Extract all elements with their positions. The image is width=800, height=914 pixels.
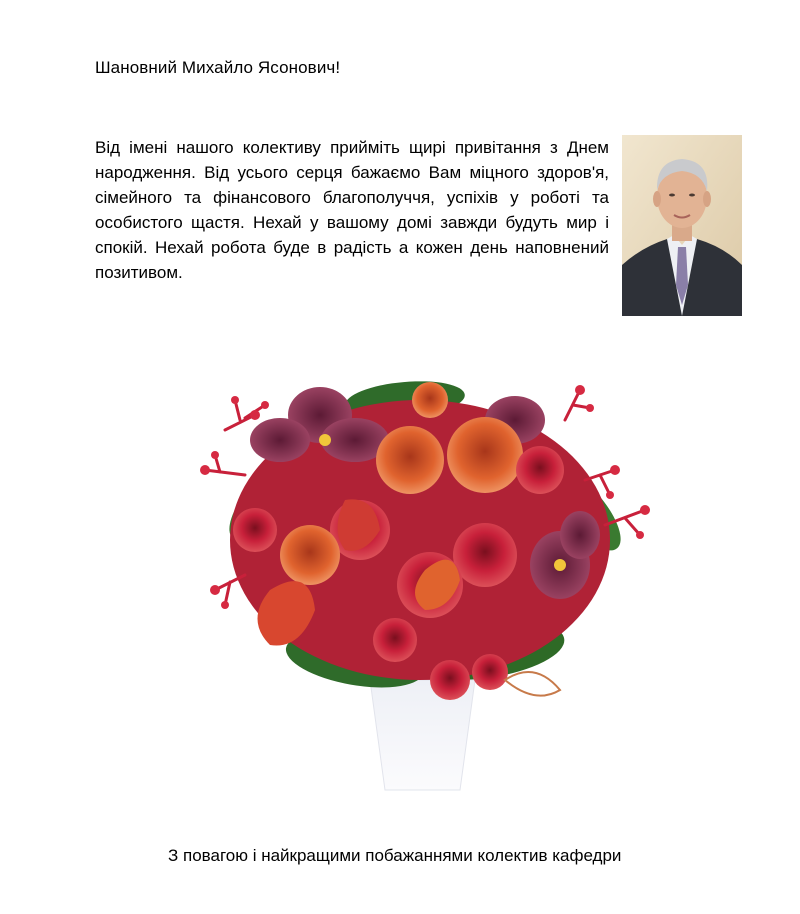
greeting: Шановний Михайло Ясонович! [95,58,341,77]
signature: З повагою і найкращими побажаннями колектив кафедри [168,846,622,865]
flower-bouquet-image [185,360,655,800]
portrait-photo [622,135,742,316]
letter-body: Від імені нашого колективу прийміть щирі привітання з Днем народження. Від усього серця бажаємо Вам міцного здоров'я, сімейного та фінансового благополуччя, успіхів у роботі та особистого щастя. Нехай у вашому домі завжди будуть мир і спокій. Нехай робота буде в радість а кожен день наповнений позитивом. [95,138,609,282]
